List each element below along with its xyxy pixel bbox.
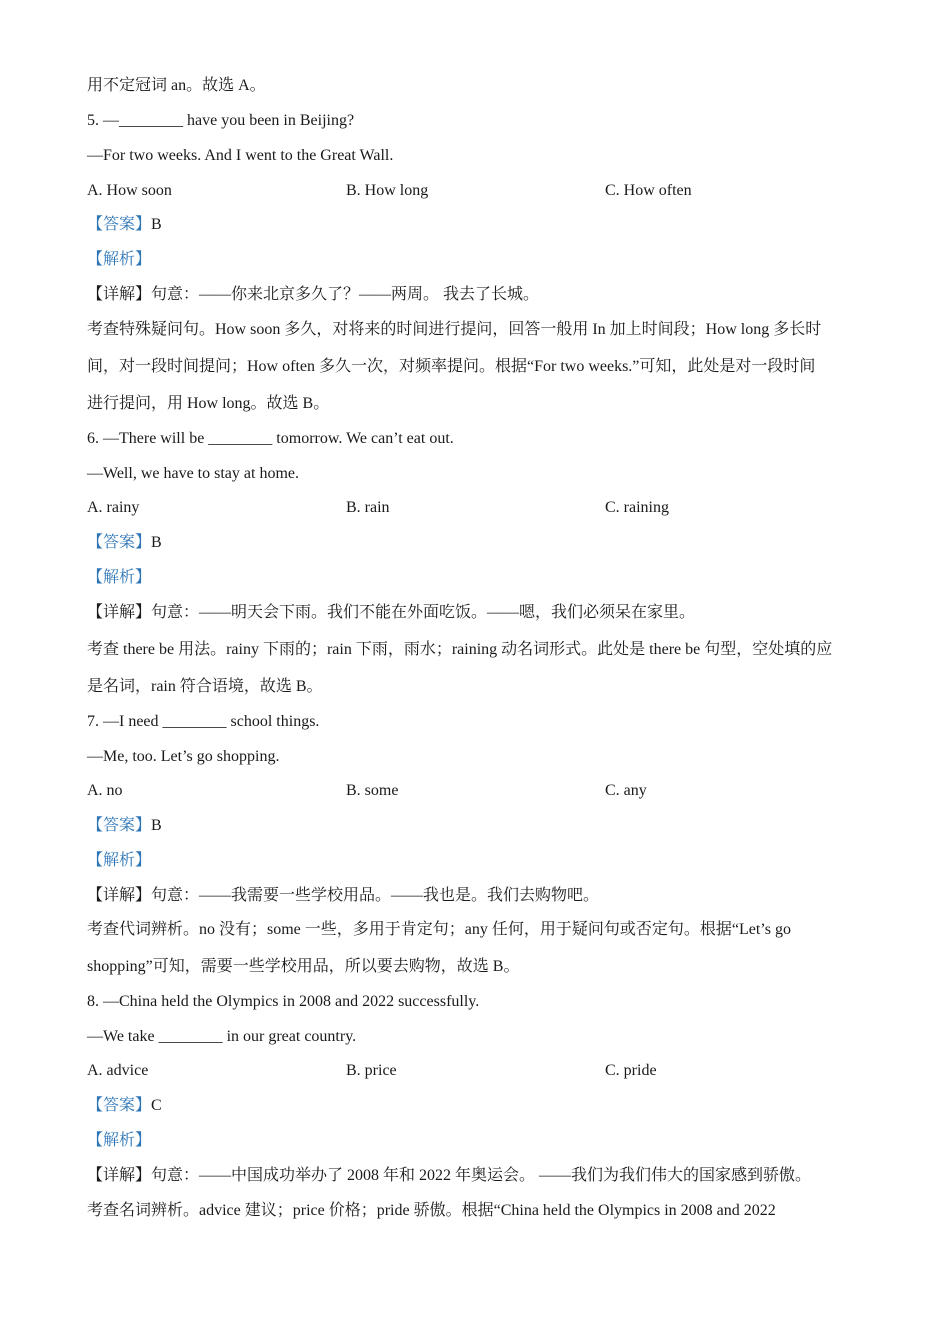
answer-tag: 【答案】 xyxy=(87,534,152,551)
question-8-option-c: C. pride xyxy=(605,1062,657,1079)
question-6-option-b: B. rain xyxy=(346,499,390,516)
answer-tag: 【答案】 xyxy=(87,1097,152,1114)
answer-value: B xyxy=(151,216,162,233)
question-6-option-a: A. rainy xyxy=(87,499,140,516)
question-5-reply: —For two weeks. And I went to the Great Wall. xyxy=(87,147,394,164)
question-6-option-c: C. raining xyxy=(605,499,669,516)
question-7-detail: 【详解】句意：——我需要一些学校用品。——我也是。我们去购物吧。 xyxy=(87,887,600,904)
answer-value: B xyxy=(151,817,162,834)
question-5-option-b: B. How long xyxy=(346,182,429,199)
question-8-explanation: 考查名词辨析。advice 建议；price 价格；pride 骄傲。根据“China held the Olympics in 2008 and 2022 xyxy=(87,1202,776,1219)
question-5-stem: 5. —________ have you been in Beijing? xyxy=(87,112,355,129)
question-5-option-a: A. How soon xyxy=(87,182,172,199)
question-7-reply: —Me, too. Let’s go shopping. xyxy=(87,748,280,765)
question-6-answer xyxy=(87,533,162,553)
question-7-analysis-tag: 【解析】 xyxy=(87,852,152,869)
question-7-option-c: C. any xyxy=(605,782,647,799)
question-8-detail: 【详解】句意：——中国成功举办了 2008 年和 2022 年奥运会。 ——我们为我们伟大的国家感到骄傲。 xyxy=(87,1167,812,1184)
question-5-analysis-tag: 【解析】 xyxy=(87,251,152,268)
question-5-detail: 【详解】句意：——你来北京多久了？——两周。 我去了长城。 xyxy=(87,286,540,303)
question-8-option-b: B. price xyxy=(346,1062,397,1079)
question-8-answer xyxy=(87,1096,162,1116)
question-5-explanation: 考查特殊疑问句。How soon 多久，对将来的时间进行提问，回答一般用 In 加上时间段；How long 多长时 xyxy=(87,321,822,338)
question-7-stem: 7. —I need ________ school things. xyxy=(87,713,320,730)
question-7-option-b: B. some xyxy=(346,782,399,799)
answer-value: B xyxy=(151,534,162,551)
question-6-explanation: 是名词，rain 符合语境，故选 B。 xyxy=(87,678,323,695)
question-8-analysis-tag: 【解析】 xyxy=(87,1132,152,1149)
question-8-option-a: A. advice xyxy=(87,1062,149,1079)
question-8-stem: 8. —China held the Olympics in 2008 and 2022 successfully. xyxy=(87,993,480,1010)
question-8-reply: —We take ________ in our great country. xyxy=(87,1028,357,1045)
question-7-answer xyxy=(87,816,162,836)
question-7-explanation: 考查代词辨析。no 没有；some 一些，多用于肯定句；any 任何，用于疑问句或否定句。根据“Let’s go xyxy=(87,921,791,938)
question-6-explanation: 考查 there be 用法。rainy 下雨的；rain 下雨，雨水；raining 动名词形式。此处是 there be 句型，空处填的应 xyxy=(87,641,833,658)
answer-tag: 【答案】 xyxy=(87,817,152,834)
question-6-reply: —Well, we have to stay at home. xyxy=(87,465,299,482)
question-5-option-c: C. How often xyxy=(605,182,692,199)
question-6-analysis-tag: 【解析】 xyxy=(87,569,152,586)
answer-tag: 【答案】 xyxy=(87,216,152,233)
question-7-explanation: shopping”可知，需要一些学校用品，所以要去购物，故选 B。 xyxy=(87,958,520,975)
question-6-stem: 6. —There will be ________ tomorrow. We can’t eat out. xyxy=(87,430,454,447)
answer-value: C xyxy=(151,1097,162,1114)
text-line: 用不定冠词 an。故选 A。 xyxy=(87,77,266,94)
question-5-explanation: 间，对一段时间提问；How often 多久一次，对频率提问。根据“For two weeks.”可知，此处是对一段时间 xyxy=(87,358,816,375)
question-5-answer xyxy=(87,215,162,235)
question-5-explanation: 进行提问，用 How long。故选 B。 xyxy=(87,395,330,412)
question-6-detail: 【详解】句意：——明天会下雨。我们不能在外面吃饭。——嗯，我们必须呆在家里。 xyxy=(87,604,696,621)
question-7-option-a: A. no xyxy=(87,782,123,799)
